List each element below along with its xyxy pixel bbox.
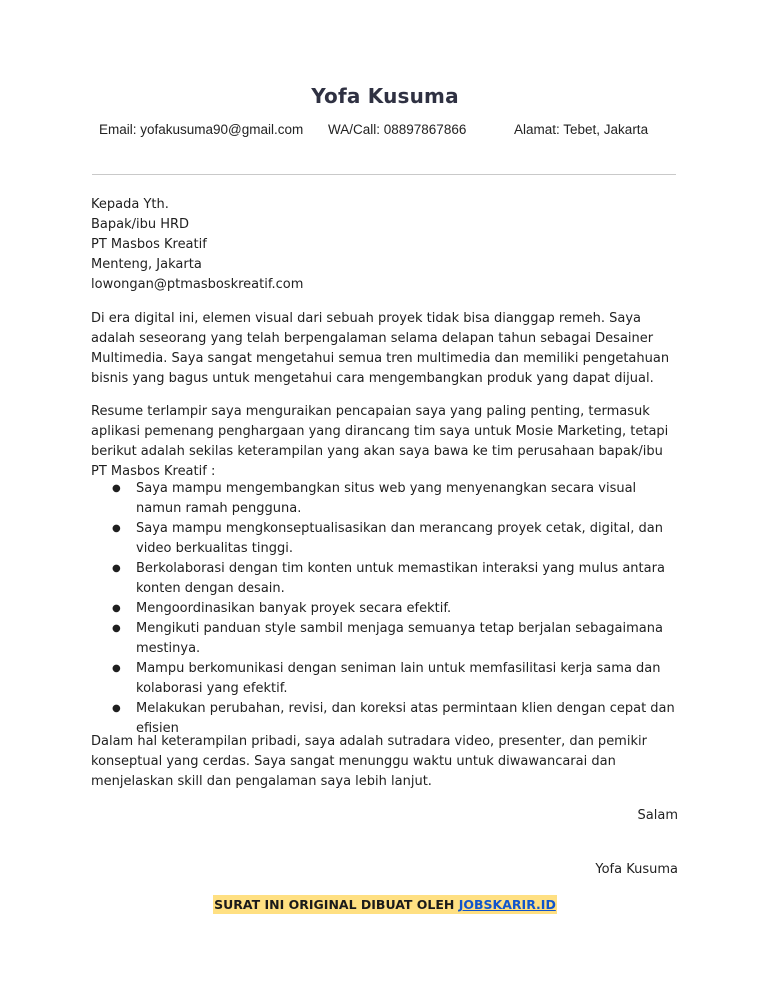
list-item: ● Melakukan perubahan, revisi, dan koreksi atas permintaan klien dengan cepat dan efisien bbox=[91, 699, 681, 739]
contact-phone: WA/Call: 08897867866 bbox=[328, 122, 467, 137]
contact-email: Email: yofakusuma90@gmail.com bbox=[99, 122, 304, 137]
paragraph-closing: Dalam hal keterampilan pribadi, saya adalah sutradara video, presenter, dan pemikir konseptual yang cerdas. Saya sangat menunggu waktu untuk diwawancarai dan menjelaskan skill dan pengalaman saya lebih lanjut. bbox=[91, 734, 647, 789]
signature-name: Yofa Kusuma bbox=[595, 862, 678, 877]
list-item: ● Mengikuti panduan style sambil menjaga semuanya tetap berjalan sebagaimana mestinya. bbox=[91, 619, 681, 659]
recipient-email: lowongan@ptmasboskreatif.com bbox=[91, 277, 304, 292]
applicant-name: Yofa Kusuma bbox=[311, 84, 459, 108]
contact-address: Alamat: Tebet, Jakarta bbox=[514, 122, 649, 137]
list-item: ● Berkolaborasi dengan tim konten untuk memastikan interaksi yang mulus antara konten dengan desain. bbox=[91, 559, 681, 599]
recipient-title: Bapak/ibu HRD bbox=[91, 217, 190, 232]
paragraph-intro: Di era digital ini, elemen visual dari sebuah proyek tidak bisa dianggap remeh. Saya adalah seseorang yang telah berpengalaman selama delapan tahun sebagai Desainer Multimedia. Saya sangat mengetahui semua tren multimedia dan memiliki pengetahuan bisnis yang bagus untuk mengetahui cara mengembangkan produk yang dapat dijual. bbox=[91, 311, 670, 386]
footer-banner bbox=[0, 894, 770, 914]
recipient-block bbox=[91, 195, 681, 295]
list-item: ● Mampu berkomunikasi dengan seniman lain untuk memfasilitasi kerja sama dan kolaborasi yang efektif. bbox=[91, 659, 681, 699]
header-divider bbox=[92, 174, 676, 175]
skills-list bbox=[91, 479, 681, 739]
closing-salam: Salam bbox=[637, 808, 678, 823]
list-item: ● Saya mampu mengembangkan situs web yang menyenangkan secara visual namun ramah pengguna. bbox=[91, 479, 681, 519]
list-item: ● Mengoordinasikan banyak proyek secara efektif. bbox=[91, 599, 681, 619]
recipient-company: PT Masbos Kreatif bbox=[91, 237, 207, 252]
list-item: ● Saya mampu mengkonseptualisasikan dan merancang proyek cetak, digital, dan video berkualitas tinggi. bbox=[91, 519, 681, 559]
footer-link[interactable]: JOBSKARIR.ID bbox=[458, 897, 556, 912]
recipient-location: Menteng, Jakarta bbox=[91, 257, 202, 272]
paragraph-resume: Resume terlampir saya menguraikan pencapaian saya yang paling penting, termasuk aplikasi pemenang penghargaan yang dirancang tim saya untuk Mosie Marketing, tetapi berikut adalah sekilas keterampilan yang akan saya bawa ke tim perusahaan bapak/ibu PT Masbos Kreatif : bbox=[91, 404, 669, 479]
recipient-salutation: Kepada Yth. bbox=[91, 197, 169, 212]
footer-text: SURAT INI ORIGINAL DIBUAT OLEH bbox=[214, 897, 459, 912]
footer-highlight bbox=[213, 895, 557, 914]
